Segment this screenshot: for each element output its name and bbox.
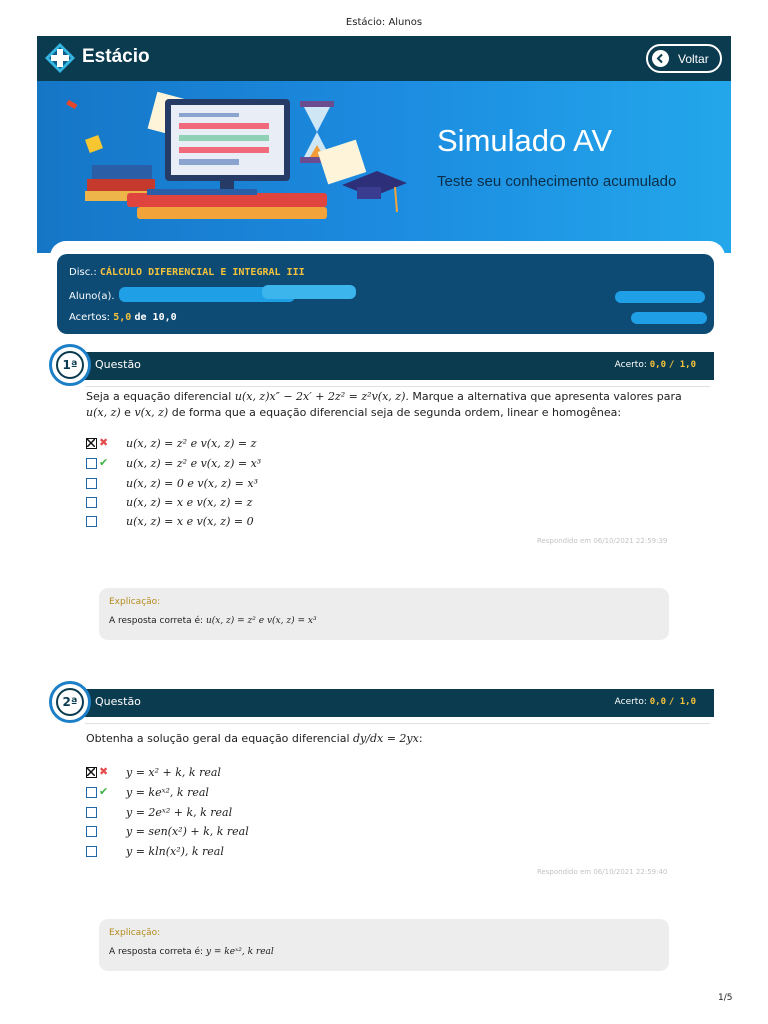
question-score: Acerto: 0,0 / 1,0 bbox=[614, 360, 696, 370]
acertos-label: Acertos: bbox=[69, 312, 111, 323]
correct-check-icon: ✔ bbox=[99, 785, 109, 798]
question-label: Questão bbox=[95, 358, 141, 371]
student-label: Aluno(a). bbox=[69, 291, 115, 302]
option-label: u(x, z) = x e v(x, z) = z bbox=[126, 496, 253, 509]
acertos-total: de 10,0 bbox=[134, 312, 177, 323]
question-2-badge bbox=[49, 681, 91, 723]
chevron-left-icon bbox=[652, 50, 669, 67]
hero-subtitle: Teste seu conhecimento acumulado bbox=[437, 173, 677, 190]
question-1-badge bbox=[49, 344, 91, 386]
question-1-explanation bbox=[99, 588, 669, 640]
checkbox[interactable] bbox=[86, 458, 97, 469]
question-2-option-5[interactable] bbox=[86, 844, 386, 860]
answered-timestamp: Respondido em 06/10/2021 22:59:40 bbox=[537, 868, 668, 876]
top-bar bbox=[37, 36, 731, 81]
wrong-icon: ✖ bbox=[99, 436, 109, 449]
acertos-row bbox=[69, 312, 177, 323]
explanation-text: A resposta correta é: y = keˣ², k real bbox=[109, 947, 274, 957]
question-2-option-4[interactable] bbox=[86, 824, 386, 840]
question-2-option-3[interactable] bbox=[86, 805, 386, 821]
question-1-option-5[interactable] bbox=[86, 514, 386, 530]
question-1-option-2[interactable] bbox=[86, 456, 386, 472]
question-score: Acerto: 0,0 / 1,0 bbox=[614, 697, 696, 707]
question-1-header bbox=[73, 352, 714, 380]
option-label: y = 2eˣ² + k, k real bbox=[126, 806, 233, 819]
back-button[interactable] bbox=[646, 44, 722, 73]
question-1-option-1[interactable] bbox=[86, 436, 386, 452]
question-1-option-3[interactable] bbox=[86, 476, 386, 492]
estacio-logo-icon bbox=[44, 42, 76, 74]
option-label: y = sen(x²) + k, k real bbox=[126, 825, 249, 838]
discipline-value: CÁLCULO DIFERENCIAL E INTEGRAL III bbox=[99, 267, 305, 278]
divider bbox=[85, 386, 710, 387]
option-label: u(x, z) = x e v(x, z) = 0 bbox=[126, 515, 254, 528]
question-1-text: Seja a equação diferencial u(x, z)x″ − 2x′ + 2z² = z²v(x, z). Marque a alternativa que apresenta valores para u(x, z) e v(x, z) de forma que a equação diferencial seja de segunda ordem, linear e homogênea: bbox=[86, 390, 682, 419]
checkbox[interactable] bbox=[86, 846, 97, 857]
option-label: u(x, z) = z² e v(x, z) = x³ bbox=[126, 457, 262, 470]
redacted-name-end bbox=[262, 285, 356, 299]
option-label: u(x, z) = 0 e v(x, z) = x³ bbox=[126, 477, 258, 490]
back-button-label: Voltar bbox=[678, 52, 709, 66]
student-info-panel bbox=[57, 254, 714, 334]
hero-banner bbox=[37, 81, 731, 253]
discipline-label: Disc.: bbox=[69, 267, 97, 278]
checkbox[interactable] bbox=[86, 478, 97, 489]
option-label: y = kln(x²), k real bbox=[126, 845, 224, 858]
question-2-header bbox=[73, 689, 714, 717]
option-label: u(x, z) = z² e v(x, z) = z bbox=[126, 437, 257, 450]
student-row bbox=[69, 291, 115, 302]
checkbox[interactable] bbox=[86, 807, 97, 818]
checkbox[interactable] bbox=[86, 826, 97, 837]
question-number: 2ª bbox=[56, 688, 84, 716]
question-2-explanation bbox=[99, 919, 669, 971]
checkbox-checked[interactable] bbox=[86, 438, 97, 449]
question-2-option-1[interactable] bbox=[86, 765, 386, 781]
divider bbox=[85, 723, 710, 724]
explanation-title: Explicação: bbox=[109, 597, 161, 607]
acertos-value: 5,0 bbox=[113, 312, 132, 323]
window-title: Estácio: Alunos bbox=[345, 17, 423, 28]
option-label: y = x² + k, k real bbox=[126, 766, 221, 779]
checkbox[interactable] bbox=[86, 497, 97, 508]
redacted-class bbox=[631, 312, 707, 324]
question-label: Questão bbox=[95, 695, 141, 708]
explanation-title: Explicação: bbox=[109, 928, 161, 938]
question-2-text: Obtenha a solução geral da equação diferencial dy/dx = 2yx: bbox=[86, 732, 423, 745]
brand-name: Estácio bbox=[82, 46, 150, 67]
page-number: 1/5 bbox=[718, 993, 733, 1003]
wrong-icon: ✖ bbox=[99, 765, 109, 778]
question-2-option-2[interactable] bbox=[86, 785, 386, 801]
question-number: 1ª bbox=[56, 351, 84, 379]
option-label: y = keˣ², k real bbox=[126, 786, 209, 799]
discipline-row bbox=[69, 267, 305, 278]
study-illustration bbox=[57, 87, 407, 237]
hero-title: Simulado AV bbox=[437, 123, 613, 158]
explanation-text: A resposta correta é: u(x, z) = z² e v(x, z) = x³ bbox=[109, 616, 317, 626]
correct-check-icon: ✔ bbox=[99, 456, 109, 469]
answered-timestamp: Respondido em 06/10/2021 22:59:39 bbox=[537, 537, 668, 545]
question-1-option-4[interactable] bbox=[86, 495, 386, 511]
checkbox[interactable] bbox=[86, 516, 97, 527]
checkbox-checked[interactable] bbox=[86, 767, 97, 778]
redacted-id bbox=[615, 291, 705, 303]
checkbox[interactable] bbox=[86, 787, 97, 798]
